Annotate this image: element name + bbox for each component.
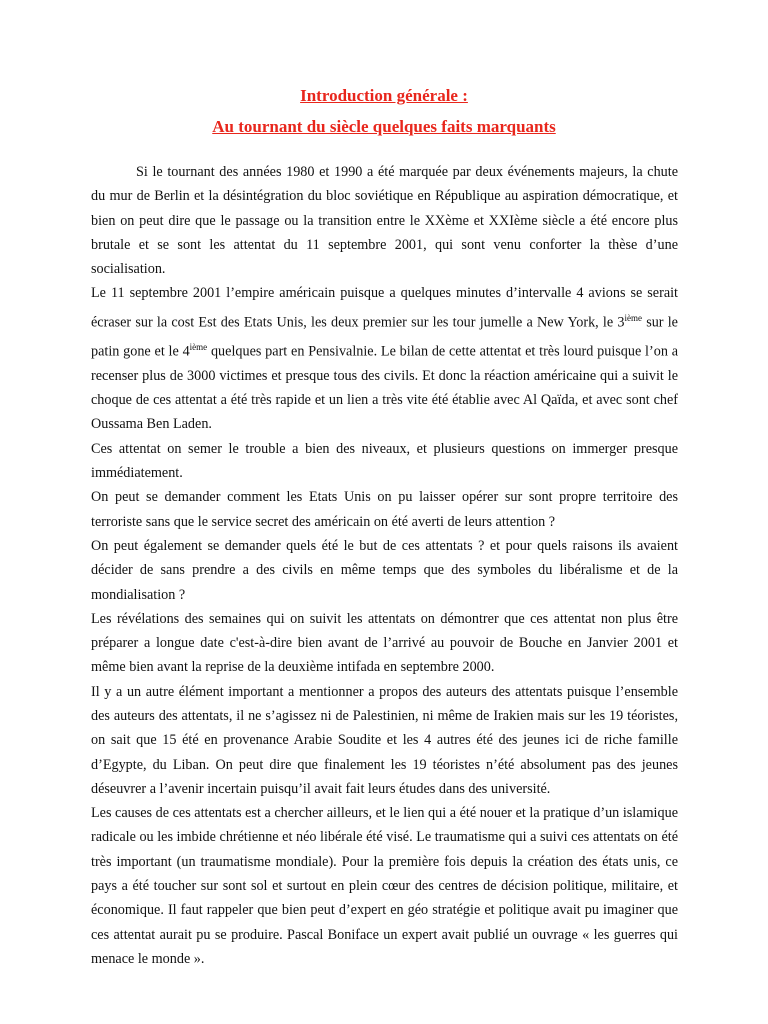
paragraph-intro: Si le tournant des années 1980 et 1990 a été marquée par deux événements majeurs, la chute du mur de Berlin et la désintégration du bloc soviétique en République au aspiration démocratique, et bien on peut dire que le passage ou la transition entre le XXème et XXIème siècle a été encore plus brutale et se sont les attentat du 11 septembre 2001, qui sont venu conforter la thèse d’une socialisation. xyxy=(91,164,678,278)
paragraph-trouble: Ces attentat on semer le trouble a bien des niveaux, et plusieurs questions on immerger presque immédiatement. xyxy=(91,440,678,482)
superscript: ième xyxy=(624,312,642,323)
title-introduction: Introduction générale : xyxy=(300,86,468,105)
paragraph-question-1: On peut se demander comment les Etats Unis on pu laisser opérer sur sont propre territoire des terroriste sans que le service secret des américain on été averti de leurs attention ? xyxy=(91,489,678,530)
paragraph-text: Le 11 septembre 2001 l’empire américain puisque a quelques minutes d’intervalle 4 avions se serait écraser sur la cost Est des Etats Unis, les deux premier sur les tour jumelle a New York, le 3 xyxy=(91,285,678,331)
paragraph-causes: Les causes de ces attentats est a chercher ailleurs, et le lien qui a été nouer et la pratique d’un islamique radicale ou les imbide chrétienne et néo libérale été visé. Le traumatisme qui a suivi ces attentats on été très important (un traumatisme mondiale). Pour la première fois depuis la création des états unis, ce pays a été toucher sur sont sol et surtout en plein cœur des centres de décision politique, militaire, et économique. Il faut rappeler que bien peut d’expert en géo stratégie et politique avait pu imaginer que ces attentat aurait pu se produire. Pascal Boniface un expert avait publié un ouvrage « les guerres qui menace le monde ». xyxy=(91,805,678,967)
paragraph-september-11 xyxy=(91,281,678,436)
document-body xyxy=(91,160,678,971)
superscript: ième xyxy=(189,341,208,352)
paragraph-revelations: Les révélations des semaines qui on suivit les attentats on démontrer que ces attentat non plus être préparer a longue date c'est-à-dire bien avant de l’arrivé au pouvoir de Bouche en Janvier 2001 et même bien avant la reprise de la deuxième intifada en septembre 2000. xyxy=(91,610,678,676)
paragraph-authors: Il y a un autre élément important a mentionner a propos des auteurs des attentats puisque l’ensemble des auteurs des attentats, il ne s’agissez ni de Palestinien, ni même de Irakien mais sur les 19 téoristes, on sait que 15 été en provenance Arabie Soudite et les 4 autres été des jeunes ici de riche famille d’Egypte, du Liban. On peut dire que finalement les 19 téoristes n’été absolument pas des jeunes déseuvrer a l’avenir incertain puisqu’il avait fait leurs études dans des université. xyxy=(91,683,678,797)
paragraph-question-2: On peut également se demander quels été le but de ces attentats ? et pour quels raisons ils avaient décider de sans prendre a des civils en même temps que des symboles du libéralisme et de la mondialisation ? xyxy=(91,537,678,603)
subtitle-turn-of-century: Au tournant du siècle quelques faits marquants xyxy=(212,117,556,136)
paragraph-text: quelques part en Pensivalnie. Le bilan de cette attentat et très lourd puisque l’on a recenser plus de 3000 victimes et presque tous des civils. Et donc la réaction américaine qui a suivit le choque de ces attentat a été très rapide et un lien a très vite été établie avec Al Qaïda, et avec sont chef Oussama Ben Laden. xyxy=(91,343,678,433)
paragraph-text: sur le patin gone et le 4 xyxy=(91,314,678,360)
